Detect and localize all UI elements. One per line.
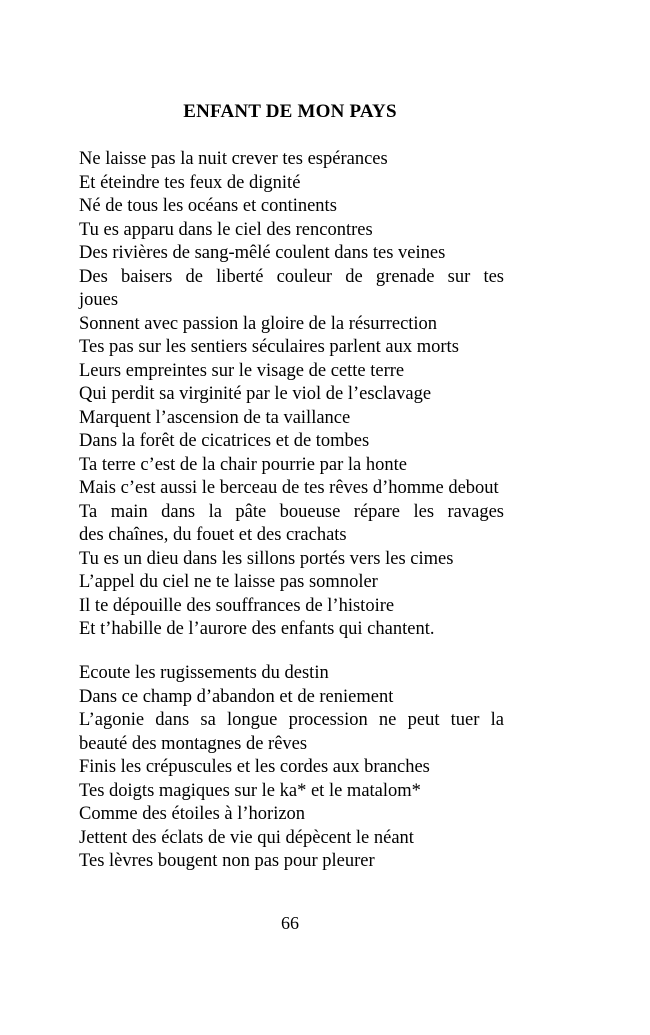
poem-line: Qui perdit sa virginité par le viol de l’esclavage <box>79 384 432 404</box>
poem-line: Mais c’est aussi le berceau de tes rêves d’homme debout <box>79 478 499 498</box>
poem-line: Dans la forêt de cicatrices et de tombes <box>79 431 370 451</box>
stanza-1 <box>79 148 504 642</box>
poem-line: Dans ce champ d’abandon et de reniement <box>79 686 394 707</box>
poem-line: Comme des étoiles à l’horizon <box>79 804 306 824</box>
poem-line: Et éteindre tes feux de dignité <box>79 172 301 193</box>
poem-line: Ecoute les rugissements du destin <box>79 663 329 683</box>
poem-line: Tu es un dieu dans les sillons portés vers les cimes <box>79 548 454 569</box>
poem-line: Tu es apparu dans le ciel des rencontres <box>79 219 373 240</box>
poem-line: Né de tous les océans et continents <box>79 196 337 216</box>
poem-line: Ta terre c’est de la chair pourrie par la honte <box>79 454 407 475</box>
poem-line: beauté des montagnes de rêves <box>79 733 308 754</box>
poem-line: Il te dépouille des souffrances de l’histoire <box>79 595 395 616</box>
poem-line: Ne laisse pas la nuit crever tes espérances <box>79 149 388 169</box>
poem-line: Jettent des éclats de vie qui dépècent le néant <box>79 827 414 848</box>
poem-line: joues <box>79 290 119 310</box>
poem-line: Tes lèvres bougent non pas pour pleurer <box>79 851 375 871</box>
poem-line: des chaînes, du fouet et des crachats <box>79 525 347 545</box>
poem-line: Marquent l’ascension de ta vaillance <box>79 407 351 428</box>
poem-line: L’appel du ciel ne te laisse pas somnoler <box>79 572 378 592</box>
poem-line: Ta main dans la pâte boueuse répare les ravages <box>79 501 504 522</box>
poem-line: Sonnent avec passion la gloire de la résurrection <box>79 313 438 334</box>
poem-line: Et t’habille de l’aurore des enfants qui chantent. <box>79 619 435 639</box>
poem-line: Leurs empreintes sur le visage de cette terre <box>79 360 405 381</box>
poem-line: Tes pas sur les sentiers séculaires parlent aux morts <box>79 337 459 357</box>
poem-title: ENFANT DE MON PAYS <box>183 101 397 122</box>
poem-line: Finis les crépuscules et les cordes aux branches <box>79 757 430 777</box>
poem-line: L’agonie dans sa longue procession ne peut tuer la <box>79 710 504 730</box>
page-number: 66 <box>281 913 299 933</box>
poem-line: Des baisers de liberté couleur de grenade sur tes <box>79 266 504 287</box>
stanza-2 <box>79 662 504 874</box>
poem-line: Tes doigts magiques sur le ka* et le matalom* <box>79 780 421 801</box>
poem-line: Des rivières de sang-mêlé coulent dans tes veines <box>79 243 446 263</box>
